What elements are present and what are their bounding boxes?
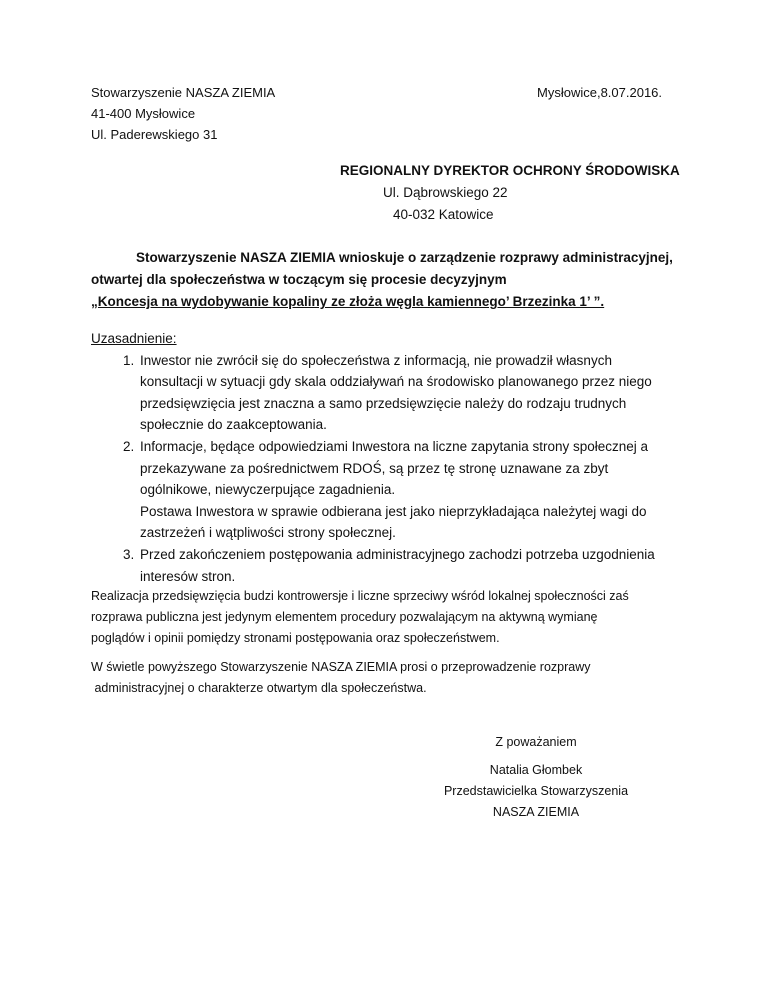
list-item (138, 544, 691, 587)
signer-org: NASZA ZIEMIA (492, 805, 580, 819)
request-summary-paragraph (91, 657, 691, 699)
item-line: przekazywane za pośrednictwem RDOŚ, są przez tę stronę uznawane za zbyt (140, 460, 609, 476)
paragraph-line: W świetle powyższego Stowarzyszenie NASZA ZIEMIA prosi o przeprowadzenie rozprawy (91, 660, 591, 674)
signer-name: Natalia Głombek (489, 763, 583, 777)
sender-street: Ul. Paderewskiego 31 (91, 127, 218, 142)
item-line: społecznie do zaakceptowania. (140, 417, 327, 433)
sender-address (91, 82, 275, 145)
item-line: konsultacji w sytuacji gdy skala oddziaływań na środowisko planowanego przez niego (140, 374, 652, 390)
signature-block (386, 760, 686, 823)
signer-role: Przedstawicielka Stowarzyszenia (443, 784, 629, 798)
recipient-street: Ul. Dąbrowskiego 22 (383, 185, 508, 200)
item-line: przedsięwzięcia jest znaczna a samo przedsięwzięcie należy do rodzaju trudnych (140, 395, 627, 411)
closing-greeting: Z poważaniem (495, 735, 577, 749)
item-line: 2. Informacje, będące odpowiedziami Inwestora na liczne zapytania strony społecznej a (140, 438, 649, 454)
paragraph-line: rozprawa publiczna jest jedynym elementem procedury pozwalającym na aktywną wymianę (91, 610, 598, 624)
paragraph-line: poglądów i opinii pomiędzy stronami postępowania oraz społeczeństwem. (91, 631, 500, 645)
item-line: 3. Przed zakończeniem postępowania administracyjnego zachodzi potrzeba uzgodnienia (140, 546, 655, 562)
recipient-name: REGIONALNY DYREKTOR OCHRONY ŚRODOWISKA (340, 163, 680, 178)
list-item (138, 350, 691, 436)
proceeding-title: „Koncesja na wydobywanie kopaliny ze złoża węgla kamiennego’ Brzezinka 1’ ”. (91, 294, 605, 309)
paragraph-line: administracyjnej o charakterze otwartym dla społeczeństwa. (91, 681, 427, 695)
item-line: Postawa Inwestora w sprawie odbierana jest jako nieprzykładająca należytej wagi do (140, 503, 647, 519)
paragraph-line: Realizacja przedsięwzięcia budzi kontrowersje i liczne sprzeciwy wśród lokalnej społeczności zaś (91, 589, 629, 603)
item-line: zastrzeżeń i wątpliwości strony społecznej. (140, 525, 396, 541)
item-line: interesów stron. (140, 568, 236, 584)
item-line: ogólnikowe, niewyczerpujące zagadnienia. (140, 482, 396, 498)
justification-section (91, 328, 691, 587)
item-line: 1. Inwestor nie zwrócił się do społeczeństwa z informacją, nie prowadził własnych (140, 352, 612, 368)
justification-list (91, 350, 691, 588)
sender-name: Stowarzyszenie NASZA ZIEMIA (91, 85, 276, 100)
list-item (138, 436, 691, 544)
request-line: otwartej dla społeczeństwa w toczącym się procesie decyzyjnym (91, 272, 507, 287)
recipient-address (340, 160, 680, 226)
request-paragraph (91, 247, 691, 313)
context-paragraph (91, 586, 691, 649)
request-line: Stowarzyszenie NASZA ZIEMIA wnioskuje o zarządzenie rozprawy administracyjnej, (136, 250, 673, 265)
recipient-city: 40-032 Katowice (393, 207, 494, 222)
justification-label: Uzasadnienie: (91, 331, 177, 346)
letter-date: Mysłowice,8.07.2016. (537, 85, 663, 100)
sender-postal: 41-400 Mysłowice (91, 106, 196, 121)
